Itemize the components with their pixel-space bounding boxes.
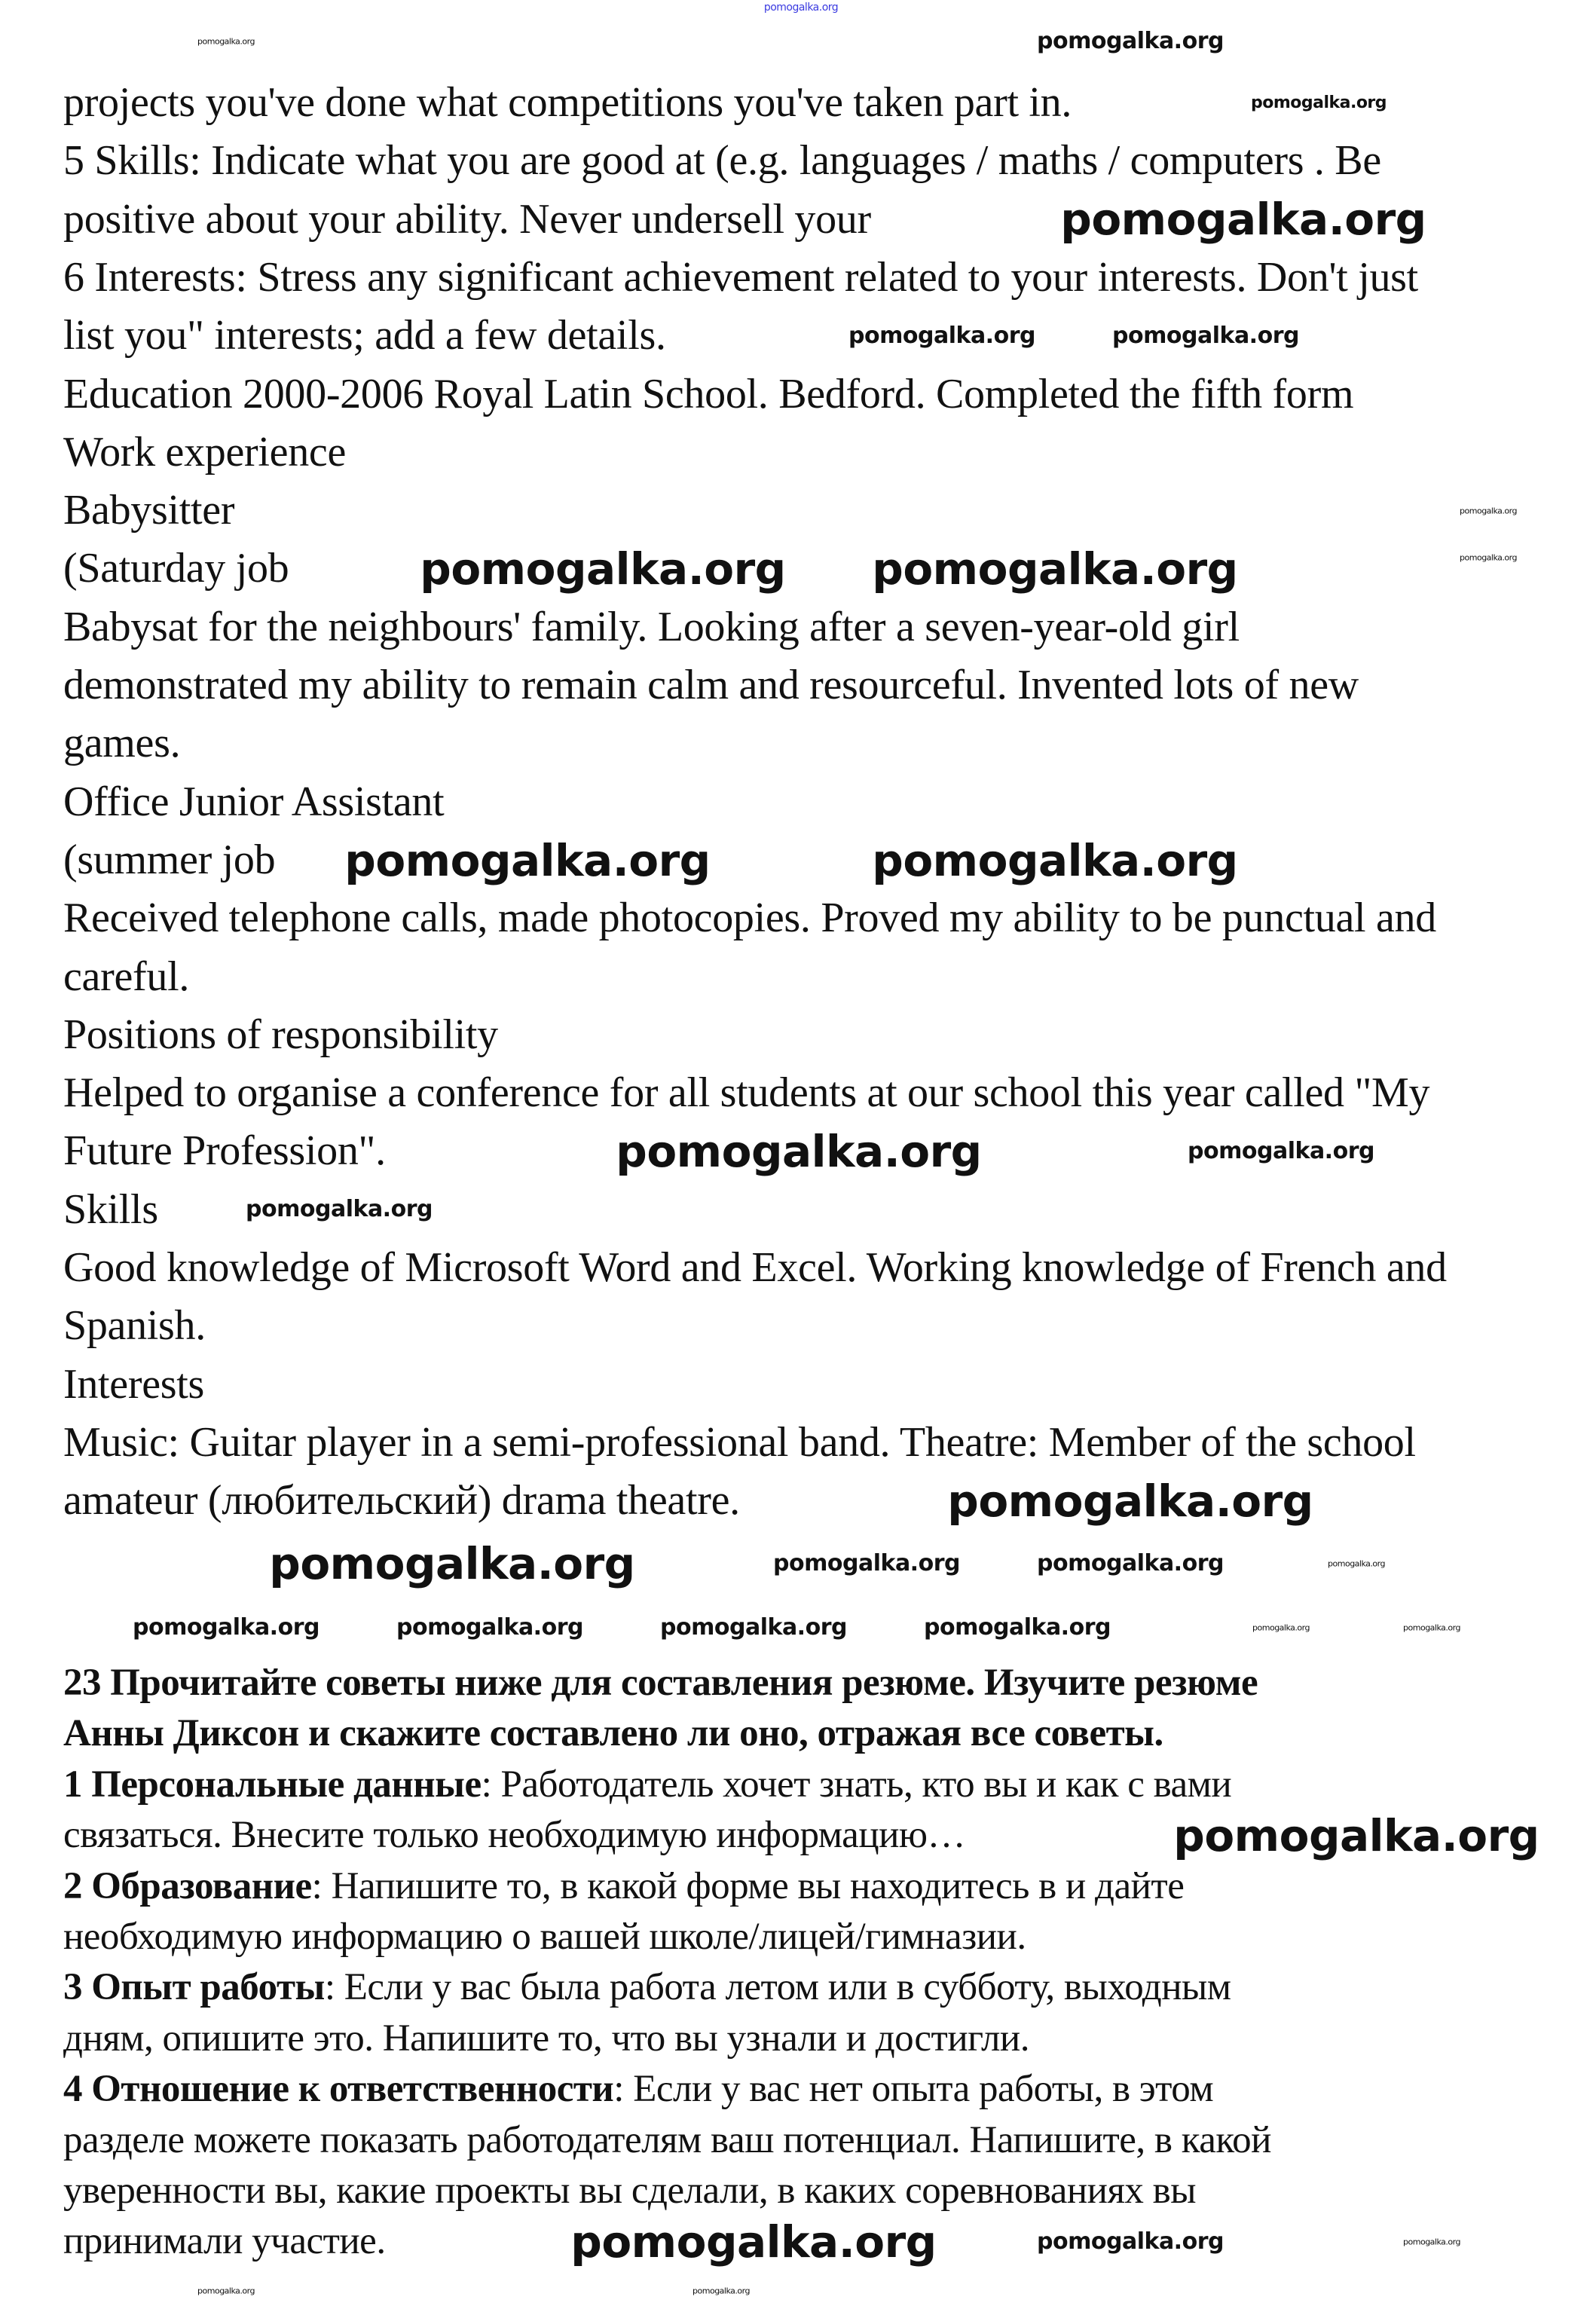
watermark: pomogalka.org <box>1252 1622 1310 1633</box>
watermark: pomogalka.org <box>773 1550 960 1577</box>
text-line: careful. <box>63 953 190 1000</box>
text-line: amateur (любительский) drama theatre. <box>63 1477 740 1525</box>
text-line: Music: Guitar player in a semi-professional band. Theatre: Member of the school <box>63 1418 1416 1466</box>
text-line <box>63 2216 386 2268</box>
text-line: list you" interests; add a few details. <box>63 312 666 359</box>
watermark: pomogalka.org <box>693 2286 750 2296</box>
text-line: Interests <box>63 1360 205 1408</box>
watermark: pomogalka.org <box>1328 1558 1385 1569</box>
watermark-link[interactable]: pomogalka.org <box>763 2 839 14</box>
watermark: pomogalka.org <box>1037 1550 1224 1577</box>
body-text: : Работодатель хочет знать, кто вы и как с вами <box>481 1763 1232 1806</box>
text-line <box>63 1962 1231 2014</box>
text-line <box>63 1810 965 1861</box>
body-text: : Если у вас нет опыта работы, в этом <box>613 2068 1214 2111</box>
text-line: Skills <box>63 1185 158 1233</box>
text-line <box>63 2166 1196 2217</box>
body-text: уверенности вы, какие проекты вы сделали, в каких соревнованиях вы <box>63 2170 1197 2212</box>
watermark: pomogalka.org <box>133 1614 320 1641</box>
text-line: Babysat for the neighbours' family. Looking after a seven-year-old girl <box>63 603 1240 650</box>
watermark: pomogalka.org <box>1460 506 1517 516</box>
text-line: Office Junior Assistant <box>63 778 445 825</box>
bold-heading: 2 Образование <box>63 1864 312 1907</box>
text-line <box>63 1912 1026 1963</box>
watermark: pomogalka.org <box>1060 194 1426 245</box>
text-line: Future Profession". <box>63 1127 386 1175</box>
text-line <box>63 2115 1271 2167</box>
watermark: pomogalka.org <box>246 1196 433 1222</box>
text-line: positive about your ability. Never undersell your <box>63 195 871 243</box>
body-text: : Если у вас была работа летом или в субботу, выходным <box>324 1966 1231 2009</box>
watermark: pomogalka.org <box>396 1614 583 1641</box>
body-text: связаться. Внесите только необходимую информацию… <box>63 1814 966 1857</box>
watermark: pomogalka.org <box>269 1538 635 1589</box>
bold-heading: 4 Отношение к ответственности <box>63 2068 614 2111</box>
text-line: 6 Interests: Stress any significant achievement related to your interests. Don't just <box>63 253 1418 301</box>
watermark: pomogalka.org <box>924 1614 1111 1641</box>
text-line <box>63 1658 1258 1709</box>
watermark: pomogalka.org <box>1250 93 1387 112</box>
body-text: необходимую информацию о вашей школе/лицей/гимназии. <box>63 1916 1026 1958</box>
text-line: demonstrated my ability to remain calm and resourceful. Invented lots of new <box>63 662 1359 708</box>
watermark: pomogalka.org <box>660 1614 847 1641</box>
watermark: pomogalka.org <box>947 1476 1313 1527</box>
watermark: pomogalka.org <box>1173 1810 1539 1861</box>
text-line: Good knowledge of Microsoft Word and Excel. Working knowledge of French and <box>63 1244 1447 1291</box>
watermark: pomogalka.org <box>1460 552 1517 563</box>
watermark: pomogalka.org <box>872 835 1238 886</box>
bold-heading: Анны Диксон и скажите составлено ли оно, отражая все советы. <box>63 1712 1163 1755</box>
text-line: 5 Skills: Indicate what you are good at (e.g. languages / maths / computers . Be <box>63 137 1381 185</box>
watermark: pomogalka.org <box>1037 28 1224 54</box>
text-line <box>63 1708 1163 1760</box>
watermark: pomogalka.org <box>1037 2228 1224 2255</box>
body-text: принимали участие. <box>63 2220 386 2263</box>
text-line: Babysitter <box>63 487 235 534</box>
text-line: (Saturday job <box>63 545 289 592</box>
watermark: pomogalka.org <box>570 2216 937 2268</box>
body-text: разделе можете показать работодателям ваш потенциал. Напишите, в какой <box>63 2118 1271 2161</box>
watermark: pomogalka.org <box>420 543 786 595</box>
watermark: pomogalka.org <box>1188 1138 1374 1164</box>
watermark: pomogalka.org <box>872 543 1238 595</box>
text-line: Education 2000-2006 Royal Latin School. Bedford. Completed the fifth form <box>63 370 1354 417</box>
text-line: Work experience <box>63 428 347 476</box>
text-line <box>63 1760 1231 1811</box>
text-line: Positions of responsibility <box>63 1011 498 1058</box>
watermark: pomogalka.org <box>616 1126 982 1177</box>
text-line: (summer job <box>63 836 276 883</box>
bold-heading: 3 Опыт работы <box>63 1966 325 2009</box>
text-line <box>63 1861 1184 1913</box>
text-line: Spanish. <box>63 1302 206 1350</box>
text-line <box>63 2064 1213 2115</box>
watermark: pomogalka.org <box>197 36 255 47</box>
body-text: : Напишите то, в какой форме вы находитесь в и дайте <box>311 1864 1185 1907</box>
watermark: pomogalka.org <box>1403 2237 1460 2247</box>
text-line: projects you've done what competitions you've taken part in. <box>63 79 1072 126</box>
watermark: pomogalka.org <box>344 835 711 886</box>
bold-heading: 1 Персональные данные <box>63 1763 482 1806</box>
text-line: Received telephone calls, made photocopies. Proved my ability to be punctual and <box>63 895 1436 942</box>
bold-heading: 23 Прочитайте советы ниже для составления резюме. Изучите резюме <box>63 1662 1258 1704</box>
watermark: pomogalka.org <box>197 2286 255 2296</box>
watermark: pomogalka.org <box>848 323 1035 349</box>
watermark: pomogalka.org <box>1112 323 1299 349</box>
text-line: games. <box>63 720 181 767</box>
body-text: дням, опишите это. Напишите то, что вы узнали и достигли. <box>63 2017 1029 2060</box>
text-line <box>63 2014 1029 2065</box>
watermark: pomogalka.org <box>1403 1622 1460 1633</box>
text-line: Helped to organise a conference for all students at our school this year called "My <box>63 1069 1430 1117</box>
